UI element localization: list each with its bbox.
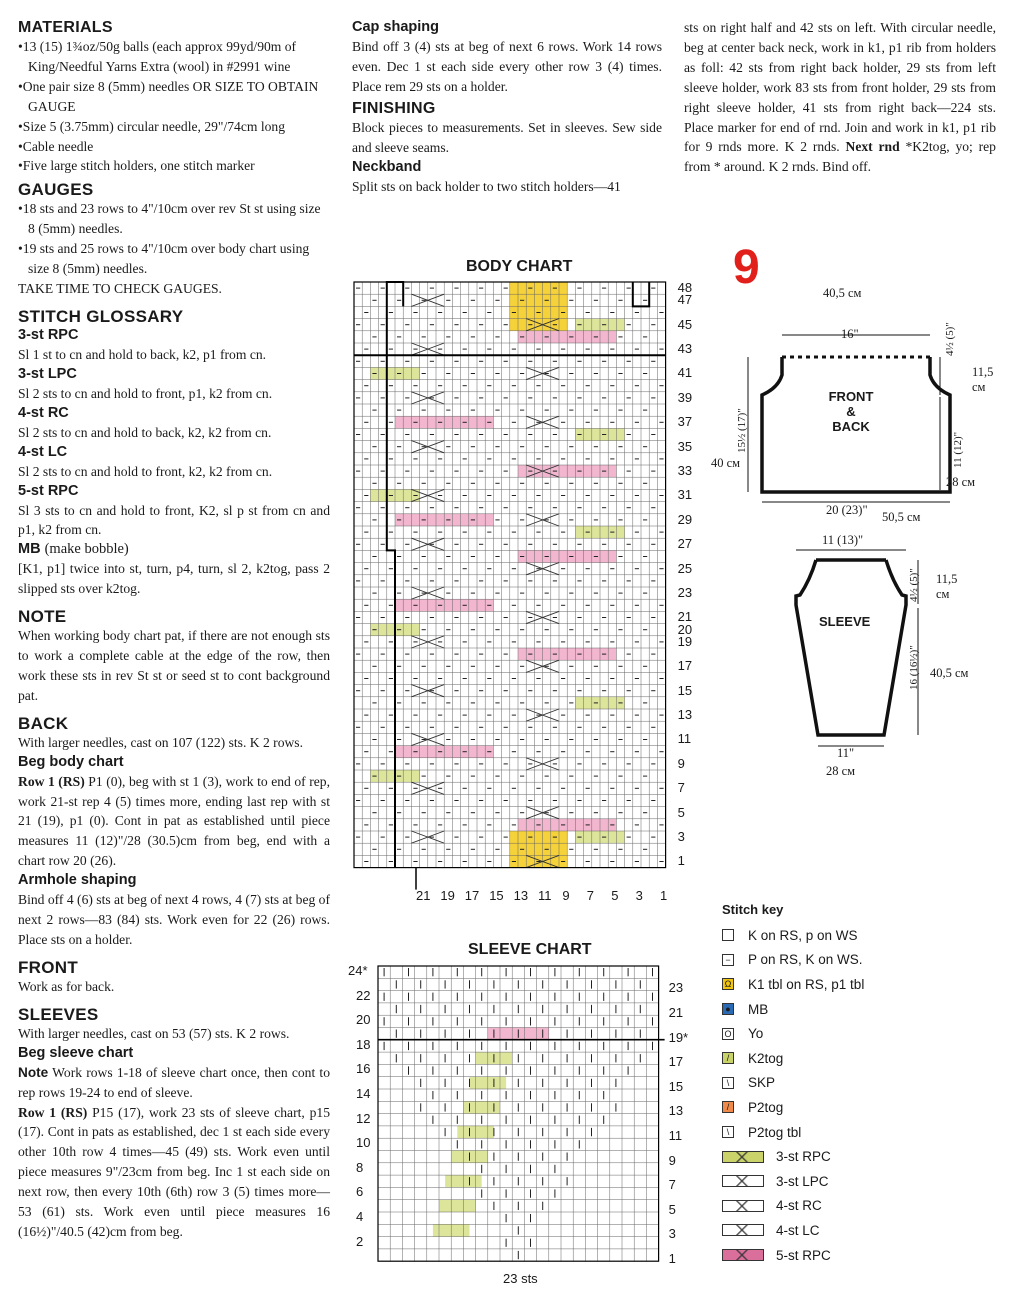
stitch-key-label: P2tog tbl [748, 1124, 802, 1140]
row-number: 3 [668, 1226, 676, 1242]
row-number: 5 [668, 1201, 676, 1217]
stitch-key-label: Yo [748, 1026, 764, 1042]
next-rnd-label: Next rnd [845, 139, 900, 155]
sleeves-text: With larger needles, cast on 53 (57) sts. K 2 rows. [18, 1025, 290, 1041]
front-heading: FRONT [18, 957, 79, 977]
pattern-number: 9 [733, 241, 760, 294]
stitch-key-item [722, 1218, 922, 1243]
cable-swatch-icon [722, 1175, 764, 1187]
row-number: 17 [668, 1054, 684, 1070]
stitch-key-item [722, 1243, 922, 1268]
sleeve-top-in: 11 (13)" [822, 533, 864, 547]
row-number: 10 [356, 1135, 371, 1151]
sleeve-right-top-cm [936, 572, 957, 602]
row-number: 4 [356, 1209, 364, 1224]
cable-band [439, 1200, 476, 1212]
stitch-swatch-icon: / [722, 1052, 734, 1064]
stitch-swatch-icon: O [722, 1028, 734, 1040]
col-number: 13 [513, 888, 529, 903]
gauge-note: TAKE TIME TO CHECK GAUGES. [18, 280, 222, 296]
row-number: 37 [677, 414, 693, 430]
row-number: 41 [677, 365, 693, 381]
stitch-key-items [722, 923, 922, 1267]
body-chart-grid [354, 282, 684, 882]
sleeve-bottom-in: 11" [837, 746, 855, 760]
finishing-heading: FINISHING [352, 99, 436, 117]
stitch-swatch-icon: Ω [722, 978, 734, 990]
cm-value: 11,5 [936, 572, 958, 586]
stitch-key-item [722, 972, 922, 997]
col-number: 21 [416, 888, 431, 903]
sleeve-chart-grid [378, 966, 678, 1266]
row-number: 15 [668, 1078, 684, 1094]
front-right-bot-cm: 28 см [946, 475, 976, 489]
list-item: • Cable needle [18, 137, 330, 157]
stitch-key-label: 3-st LPC [776, 1173, 829, 1189]
stitch-key-item [722, 1194, 922, 1219]
glossary-def: Sl 2 sts to cn and hold to front, k2, k2 from cn. [18, 463, 273, 479]
neckband-text-b: *K2tog, yo; rep from * around. K 2 rnds. Bind off. [684, 139, 996, 175]
row-number: 25 [677, 560, 693, 576]
sleeves-heading: SLEEVES [18, 1004, 99, 1024]
row-number: 45 [677, 316, 693, 332]
column-middle [352, 18, 662, 196]
col-number: 3 [635, 888, 643, 903]
list-item: • 18 sts and 23 rows to 4"/10cm over rev St st using size 8 (5mm) needles. [18, 199, 330, 239]
row-number: 5 [677, 804, 685, 820]
back-text: With larger needles, cast on 107 (122) sts. K 2 rows. [18, 734, 303, 750]
row-number: 33 [677, 463, 693, 478]
row-number: 11 [668, 1127, 683, 1143]
sleeves-note [18, 1063, 330, 1103]
stitch-swatch-icon: − [722, 954, 734, 966]
list-item: • 13 (15) 1¾oz/50g balls (each approx 99yd/90m of King/Needful Yarns Extra (wool) in #2991 wine [18, 37, 330, 77]
row-number: 2 [356, 1233, 364, 1249]
glossary-term: 3-st RPC [18, 326, 79, 343]
stitch-key-title: Stitch key [722, 902, 784, 917]
stitch-swatch-icon: \ [722, 1077, 734, 1089]
row-number: 1 [668, 1250, 676, 1266]
row-number: 23 [677, 585, 693, 600]
stitch-swatch-icon: ● [722, 1003, 734, 1015]
row-number: 7 [668, 1177, 676, 1193]
cap-heading: Cap shaping [352, 19, 440, 35]
stitch-key-item [722, 1095, 922, 1120]
glossary-def: Sl 1 st to cn and hold to back, k2, p1 from cn. [18, 346, 267, 362]
sleeve-chart-heading: Beg sleeve chart [18, 1044, 134, 1061]
glossary-def: Sl 2 sts to cn and hold to front, p1, k2 from cn. [18, 385, 273, 401]
glossary-heading: STITCH GLOSSARY [18, 306, 184, 326]
gauges-heading: GAUGES [18, 180, 94, 200]
front-left-in: 15½ (17)" [736, 408, 748, 453]
glossary-term: 4-st LC [18, 443, 68, 460]
front-top-cm: 40,5 см [823, 286, 862, 300]
row-number: 22 [356, 987, 371, 1003]
row-number: 48 [677, 280, 693, 295]
col-number: 17 [464, 888, 480, 903]
row-number: 29 [677, 511, 693, 527]
front-left-cm: 40 см [711, 456, 741, 470]
row-number: 3 [677, 829, 685, 844]
stitch-swatch-icon [722, 929, 734, 941]
row-label: Row 1 (RS) [18, 773, 85, 789]
col-number: 19 [440, 888, 455, 903]
row-number: 11 [677, 731, 692, 747]
stitch-key-item [722, 1021, 922, 1046]
stitch-key-label: K on RS, p on WS [748, 927, 858, 943]
stitch-key-label: K1 tbl on RS, p1 tbl [748, 976, 865, 992]
stitch-key-item [722, 1071, 922, 1096]
cap-text: Bind off 3 (4) sts at beg of next 6 rows. Work 14 rows even. Dec 1 st each side every other row 3 (4) times. Place rem 29 sts on a holder. [352, 39, 662, 94]
column-left [18, 18, 330, 1242]
front-right-top-cm [972, 365, 993, 395]
front-label-2: & BACK [832, 404, 870, 434]
cable-band [537, 1101, 574, 1113]
row-number: 20 [356, 1012, 371, 1028]
row-number: 15 [677, 682, 693, 698]
body-chart-title: BODY CHART [466, 258, 573, 275]
row-number: 6 [356, 1184, 364, 1200]
sleeve-chart-title: SLEEVE CHART [468, 941, 592, 958]
materials-heading: MATERIALS [18, 19, 113, 36]
row-number: 27 [677, 536, 693, 552]
col-number: 9 [562, 888, 570, 903]
sleeve-right-in: 16 (16½)" [908, 645, 920, 690]
neckband-text-a: sts on right half and 42 sts on left. With circular needle, beg at center back neck, work in k1, p1 rib from holders as foll: 42 sts from right back holder, 29 sts from left sleeve holder, work 83 sts from front holder, 29 sts from right sleeve holder, 41 sts from right back—224 sts. Place marker for end of rnd. Join and work in k1, p1 rib for 9 rnds more. K 2 rnds. [684, 20, 996, 155]
row-number: 43 [677, 341, 693, 356]
front-text: Work as for back. [18, 978, 115, 994]
gauges-list [18, 199, 330, 279]
row-number: 14 [356, 1086, 371, 1101]
sleeve-chart-footer: 23 sts [503, 1271, 538, 1286]
front-bottom-in: 20 (23)" [826, 503, 868, 517]
k1tbl-block [510, 831, 567, 868]
stitch-swatch-icon: / [722, 1101, 734, 1113]
cable-swatch-icon [722, 1151, 764, 1163]
glossary-def: [K1, p1] twice into st, turn, p4, turn, sl 2, k2tog, pass 2 slipped sts over k2tog. [18, 561, 330, 597]
stitch-key-item [722, 1120, 922, 1145]
row-number: 19* [668, 1029, 689, 1045]
sleeve-bottom-cm: 28 см [826, 764, 856, 778]
sleeve-label: SLEEVE [819, 614, 871, 629]
stitch-key-label: P on RS, K on WS. [748, 952, 863, 968]
row-label: Row 1 (RS) [18, 1104, 88, 1120]
cm-unit: см [972, 380, 986, 394]
row-text: P15 (17), work 23 sts of sleeve chart, p15 (17). Cont in pats as established, dec 1 st each side every other 10th row 4 times—45 (49) sts. Work even until piece measures 9"/23cm from beg. Inc 1 st each side on next row, then every 10th (6th) row 3 (5) times more—53 (61) sts. Work even until piece measures 16 (16½)"/40.5 (42)cm from beg. [18, 1104, 330, 1239]
row-number: 8 [356, 1159, 364, 1175]
cm-unit: см [936, 587, 950, 601]
col-number: 1 [660, 888, 668, 903]
note-label: Note [18, 1064, 49, 1080]
glossary-def: Sl 3 sts to cn and hold to front, K2, sl p st from cn and p1, k2 from cn. [18, 502, 330, 538]
neckband-continued [684, 18, 996, 177]
glossary-term: 4-st RC [18, 404, 69, 421]
stitch-key [722, 902, 922, 1267]
stitch-key-label: 5-st RPC [776, 1247, 831, 1263]
front-right-top-in: 4½ (5)" [944, 322, 956, 356]
col-number: 7 [586, 888, 595, 903]
row-number: 20 [677, 621, 693, 637]
row-number: 21 [677, 609, 693, 625]
list-item: • Size 5 (3.75mm) circular needle, 29"/74cm long [18, 117, 330, 137]
row-number: 9 [668, 1152, 676, 1168]
front-label [826, 389, 876, 434]
glossary-term-note: (make bobble) [44, 541, 129, 558]
row-number: 23 [668, 980, 684, 996]
stitch-key-label: 3-st RPC [776, 1149, 831, 1165]
col-number: 11 [538, 888, 552, 903]
stitch-key-label: MB [748, 1001, 769, 1017]
note-text: Work rows 1-18 of sleeve chart once, then cont to rep rows 19-24 to end of sleeve. [18, 1064, 330, 1100]
back-heading: BACK [18, 713, 69, 733]
cable-swatch-icon [722, 1200, 764, 1212]
stitch-swatch-icon: \ [722, 1126, 734, 1138]
row-number: 18 [356, 1036, 371, 1052]
row-number: 16 [356, 1061, 371, 1077]
glossary-term: MB [18, 541, 41, 558]
stitch-key-label: SKP [748, 1075, 776, 1091]
front-top-in: 16" [841, 327, 859, 341]
cable-band [561, 1200, 598, 1212]
sleeve-right-cm: 40,5 см [930, 666, 969, 680]
back-chart-heading: Beg body chart [18, 753, 124, 770]
row-number: 21 [668, 1004, 684, 1020]
armhole-heading: Armhole shaping [18, 872, 137, 889]
glossary-term: 3-st LPC [18, 365, 77, 382]
row-number: 13 [677, 707, 693, 722]
glossary-term-mb [18, 540, 330, 559]
back-row1 [18, 772, 330, 872]
stitch-key-item [722, 1169, 922, 1194]
row-number: 9 [677, 755, 685, 771]
cm-value: 11,5 [972, 365, 994, 379]
materials-list [18, 37, 330, 176]
finishing-text: Block pieces to measurements. Set in sleeves. Sew side and sleeve seams. [352, 119, 662, 155]
cable-swatch-icon [722, 1249, 764, 1261]
stitch-key-label: 4-st RC [776, 1198, 822, 1214]
glossary-def: Sl 2 sts to cn and hold to back, k2, k2 from cn. [18, 424, 272, 440]
front-right-bot-in: 11 (12)" [952, 431, 964, 468]
front-bottom-cm: 50,5 см [882, 510, 921, 524]
glossary-term: 5-st RPC [18, 482, 79, 499]
stitch-key-label: P2tog [748, 1099, 784, 1115]
row-number: 1 [677, 853, 685, 869]
cable-band [463, 1101, 500, 1113]
stitch-key-item [722, 997, 922, 1022]
stitch-key-label: 4-st LC [776, 1222, 820, 1238]
row-number: 39 [677, 389, 693, 405]
stitch-key-item [722, 948, 922, 973]
note-text: When working body chart pat, if there are not enough sts to work a complete cable at the edge of the row, then work these sts in rev St st or seed st to cont background pat. [18, 628, 330, 703]
row-number: 35 [677, 438, 693, 454]
stitch-key-label: K2tog [748, 1050, 784, 1066]
stitch-key-item [722, 1046, 922, 1071]
note-heading: NOTE [18, 607, 67, 627]
col-number: 15 [489, 888, 504, 903]
front-label-1: FRONT [828, 389, 874, 404]
sleeve-right-top-in: 4½ (5)" [908, 568, 920, 602]
cable-swatch-icon [722, 1224, 764, 1236]
stitch-key-item [722, 923, 922, 948]
column-right [684, 18, 996, 177]
row-number: 24* [348, 963, 368, 978]
neckband-text: Split sts on back holder to two stitch holders—41 [352, 178, 621, 194]
col-number: 5 [611, 888, 619, 903]
row-number: 12 [356, 1110, 371, 1126]
list-item: • Five large stitch holders, one stitch marker [18, 156, 330, 176]
row-number: 31 [677, 487, 693, 503]
list-item: • One pair size 8 (5mm) needles OR SIZE TO OBTAIN GAUGE [18, 77, 330, 117]
neckband-heading: Neckband [352, 158, 422, 175]
row-number: 7 [677, 780, 685, 796]
list-item: • 19 sts and 25 rows to 4"/10cm over body chart using size 8 (5mm) needles. [18, 239, 330, 279]
stitch-key-item [722, 1144, 922, 1169]
row-text: P1 (0), beg with st 1 (3), work to end of rep, work 21-st rep 4 (5) times more, ending last rep with st 21 (19), p1 (0). Cont in pat as established until piece measures 11 (12)"/28 (30.5)cm from beg, end with a chart row 20 (26). [18, 773, 330, 869]
armhole-text: Bind off 4 (6) sts at beg of next 4 rows, 4 (7) sts at beg of next 2 rows—83 (84) sts. Work even for 22 (26) rows. Place sts on a holder. [18, 892, 330, 947]
row-number: 13 [668, 1103, 684, 1119]
row-number: 17 [677, 658, 693, 674]
row-number: 47 [677, 292, 693, 308]
row-number: 19 [677, 633, 693, 649]
sleeves-row1 [18, 1103, 330, 1242]
